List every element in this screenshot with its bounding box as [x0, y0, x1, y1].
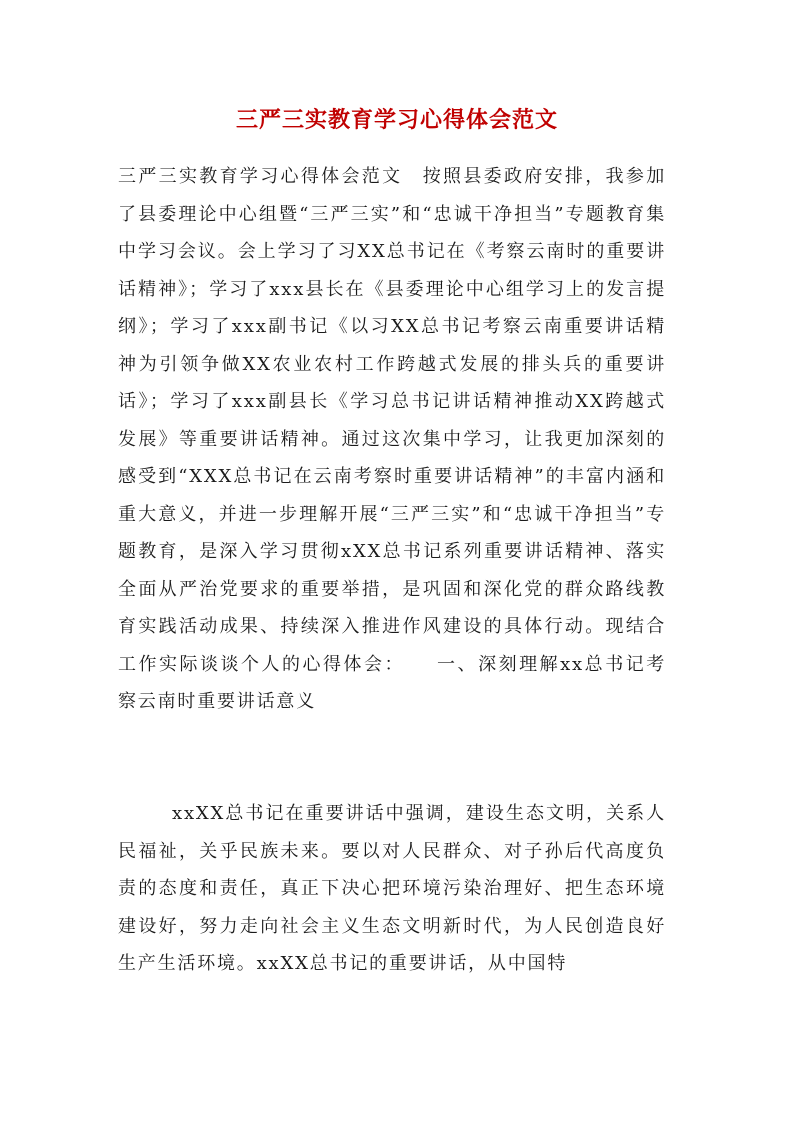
body-paragraph-2: xxXX总书记在重要讲话中强调，建设生态文明，关系人民福祉，关乎民族未来。要以对人民群众、对子孙后代高度负责的态度和责任，真正下决心把环境污染治理好、把生态环境建设好，努力走向社会主义生态文明新时代，为人民创造良好生产生活环境。xxXX总书记的重要讲话，从中国特	[118, 803, 666, 974]
document-title: 三严三实教育学习心得体会范文	[235, 107, 558, 133]
body-paragraph-1: 三严三实教育学习心得体会范文 按照县委政府安排，我参加了县委理论中心组暨“三严三实”和“忠诚干净担当”专题教育集中学习会议。会上学习了习XX总书记在《考察云南时的重要讲话精神》；学习了xxx县长在《县委理论中心组学习上的发言提纲》；学习了xxx副书记《以习XX总书记考察云南重要讲话精神为引领争做XX农业农村工作跨越式发展的排头兵的重要讲话》；学习了xxx副县长《学习总书记讲话精神推动XX跨越式发展》等重要讲话精神。通过这次集中学习，让我更加深刻的感受到“XXX总书记在云南考察时重要讲话精神”的丰富内涵和重大意义，并进一步理解开展“三严三实”和“忠诚干净担当”专题教育，是深入学习贯彻xXX总书记系列重要讲话精神、落实全面从严治党要求的重要举措，是巩固和深化党的群众路线教育实践活动成果、持续深入推进作风建设的具体行动。现结合工作实际谈谈个人的心得体会： 一、深刻理解xx总书记考察云南时重要讲话意义	[118, 166, 666, 712]
